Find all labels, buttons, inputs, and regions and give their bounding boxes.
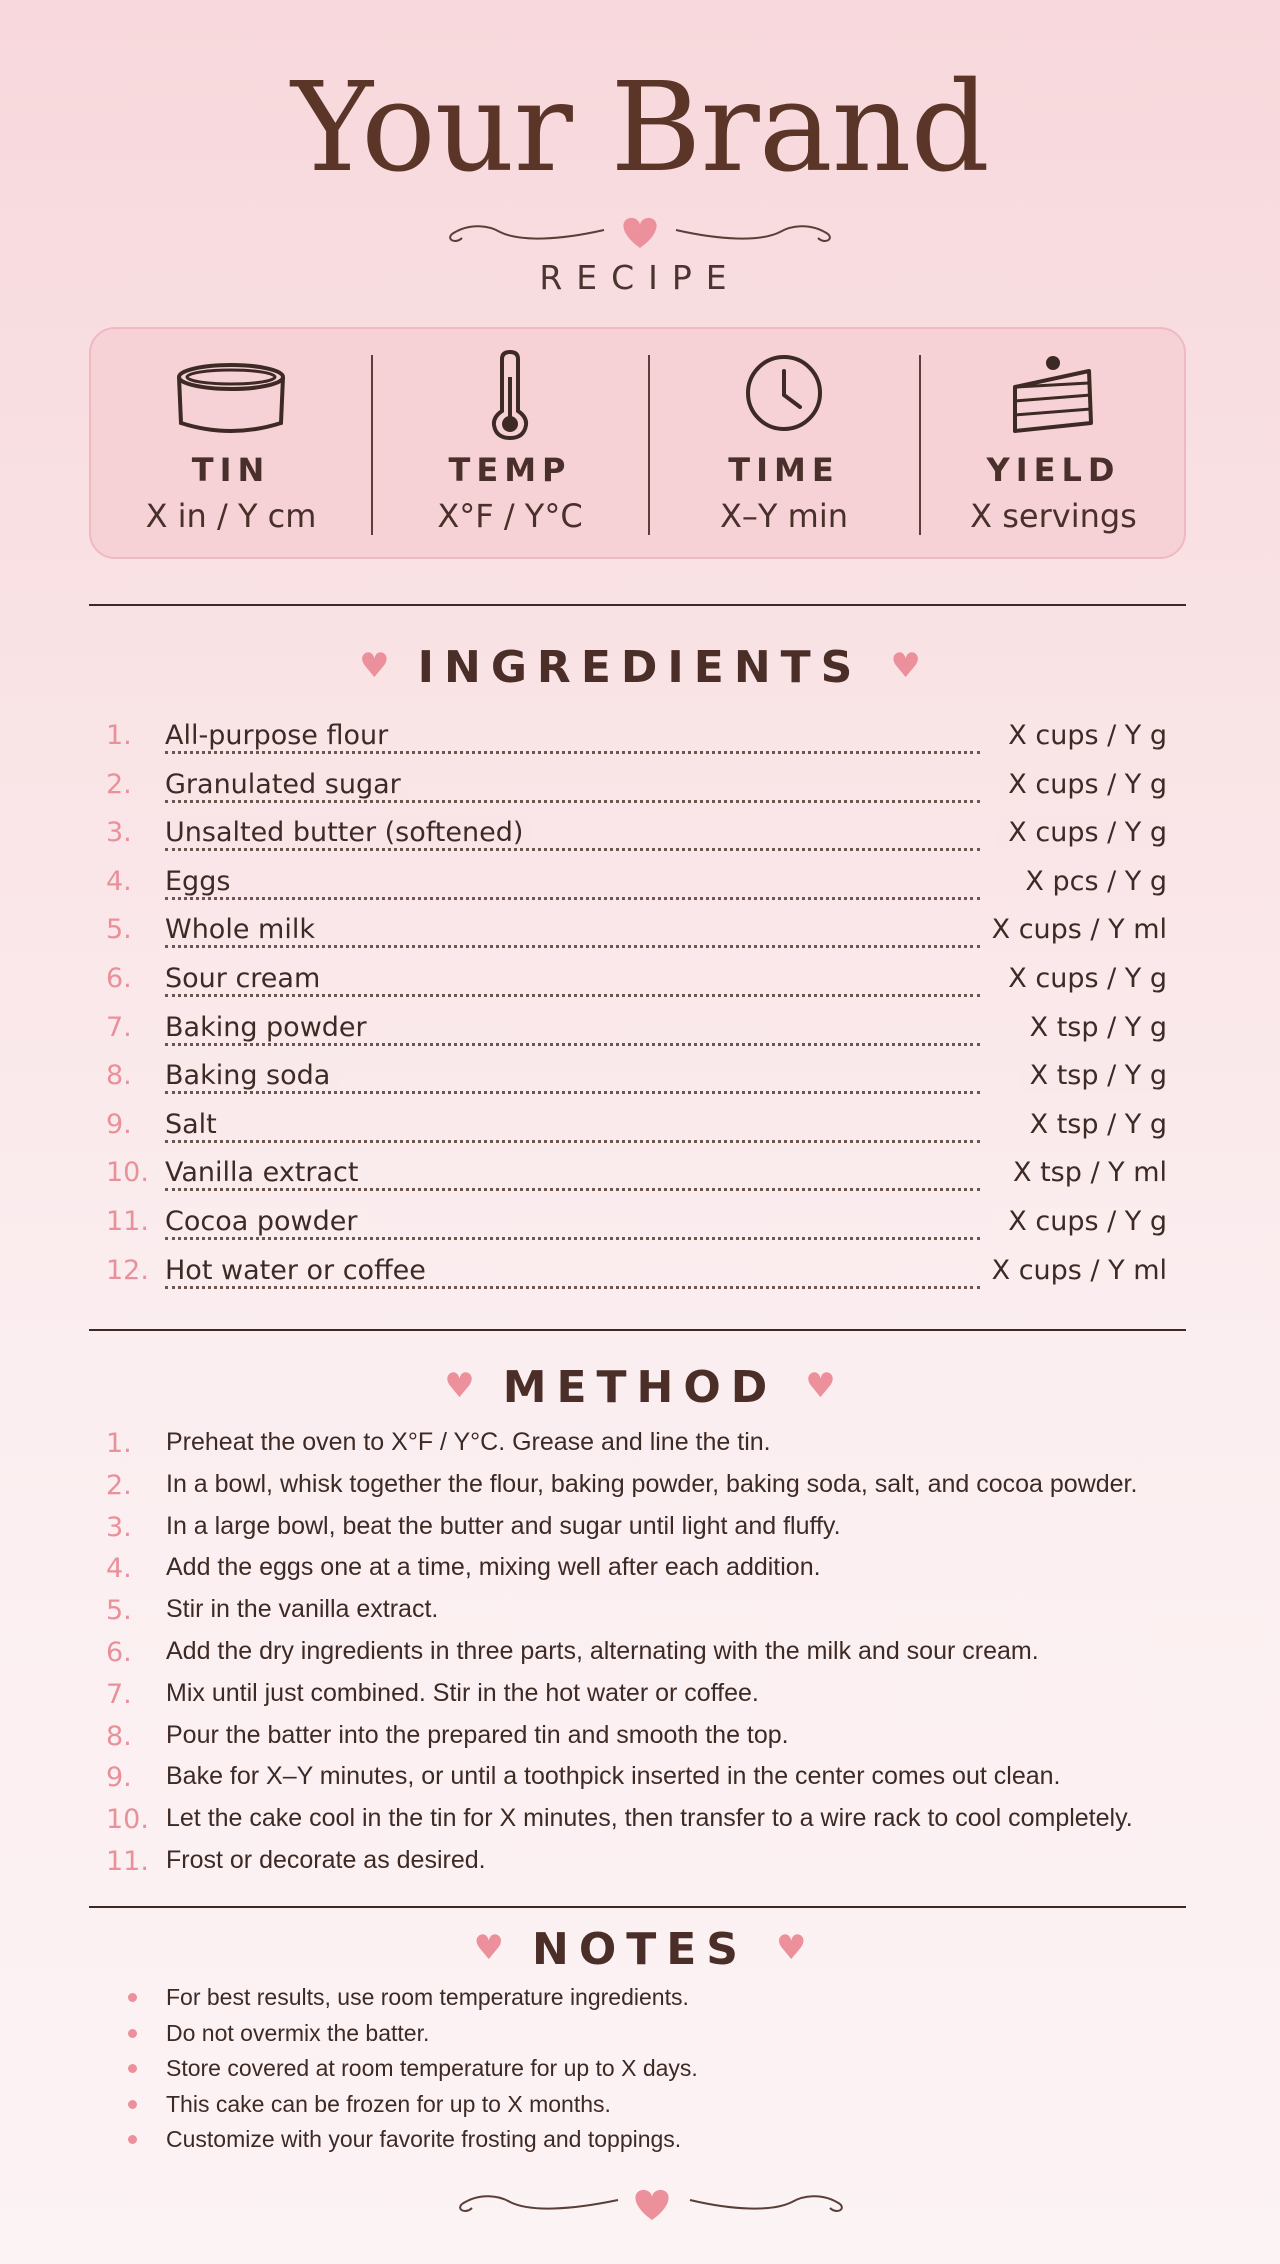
ingredient-name-wrap	[160, 1109, 225, 1140]
ingredients-heading-text: INGREDIENTS	[417, 642, 863, 693]
method-step	[0, 1846, 1280, 1886]
info-yield-value: X servings	[970, 497, 1137, 535]
info-tin	[91, 329, 371, 557]
ingredient-name: Hot water or coffee	[165, 1254, 426, 1286]
ingredient-row	[0, 1012, 1280, 1052]
step-text: In a large bowl, beat the butter and sugar until light and fluffy.	[166, 1511, 841, 1540]
note-text: Customize with your favorite frosting and toppings.	[166, 2126, 682, 2152]
heart-icon	[623, 218, 656, 248]
heart-icon: ♥	[776, 1928, 807, 1968]
ingredient-name: Sour cream	[165, 963, 321, 994]
method-step	[0, 1721, 1280, 1761]
step-number: 2.	[106, 1469, 132, 1501]
method-step	[0, 1804, 1280, 1844]
method-step	[0, 1553, 1280, 1593]
info-yield	[919, 329, 1188, 557]
step-text: In a bowl, whisk together the flour, baking powder, baking soda, salt, and cocoa powder.	[166, 1469, 1138, 1498]
method-step	[0, 1512, 1280, 1552]
step-number: 9.	[106, 1762, 132, 1794]
ingredient-quantity: X cups / Y ml	[982, 914, 1167, 945]
ingredient-number: 2.	[106, 768, 132, 800]
step-number: 8.	[106, 1720, 132, 1752]
info-time-value: X–Y min	[720, 497, 848, 535]
ingredient-quantity: X cups / Y g	[998, 963, 1167, 994]
ingredient-number: 3.	[106, 817, 132, 849]
ingredient-row	[0, 1255, 1280, 1295]
info-time	[649, 329, 919, 557]
ingredient-number: 5.	[106, 914, 132, 946]
ingredient-row	[0, 914, 1280, 954]
ingredient-row	[0, 1157, 1280, 1197]
ingredient-row	[0, 720, 1280, 760]
ingredient-name: Cocoa powder	[165, 1206, 358, 1237]
ingredient-name-wrap	[160, 817, 531, 848]
ingredient-row	[0, 817, 1280, 857]
heart-icon: ♥	[359, 646, 390, 686]
ingredient-row	[0, 1206, 1280, 1246]
heart-icon: ♥	[805, 1366, 836, 1406]
step-text: Stir in the vanilla extract.	[166, 1595, 439, 1624]
bullet-dot	[128, 2029, 137, 2038]
ingredient-quantity: X cups / Y ml	[982, 1255, 1167, 1286]
dotted-leader	[165, 876, 980, 900]
ingredient-name-wrap	[160, 866, 238, 897]
step-text: Pour the batter into the prepared tin and smooth the top.	[166, 1720, 789, 1749]
info-yield-label: YIELD	[986, 451, 1121, 489]
ingredient-quantity: X cups / Y g	[998, 817, 1167, 848]
ingredient-name: Eggs	[165, 865, 231, 897]
bullet-dot	[128, 1993, 137, 2002]
note-item	[0, 2020, 1280, 2054]
step-text: Add the eggs one at a time, mixing well after each addition.	[166, 1553, 821, 1582]
ingredient-name-wrap	[160, 1060, 338, 1091]
heart-icon: ♥	[444, 1366, 475, 1406]
step-number: 10.	[106, 1804, 149, 1836]
ingredient-number: 9.	[106, 1108, 132, 1140]
note-text: Store covered at room temperature for up to X days.	[166, 2055, 698, 2081]
ingredient-name-wrap	[160, 1012, 375, 1043]
ingredient-quantity: X tsp / Y g	[1020, 1060, 1167, 1091]
step-number: 7.	[106, 1678, 132, 1710]
ingredient-name-wrap	[160, 720, 396, 751]
bottom-flourish-ornament	[0, 2182, 1280, 2222]
thermometer-icon	[490, 349, 530, 441]
ingredient-quantity: X tsp / Y g	[1020, 1012, 1167, 1043]
heart-icon: ♥	[473, 1928, 504, 1968]
method-step	[0, 1679, 1280, 1719]
ingredient-name: Baking soda	[165, 1060, 331, 1092]
info-temp	[371, 329, 649, 557]
ingredient-name-wrap	[160, 1255, 434, 1286]
step-number: 4.	[106, 1553, 132, 1585]
ingredient-quantity: X pcs / Y g	[1015, 866, 1167, 897]
ingredient-name: Unsalted butter (softened)	[165, 817, 524, 849]
ingredient-number: 12.	[106, 1254, 149, 1286]
bullet-dot	[128, 2064, 137, 2073]
ingredient-row	[0, 769, 1280, 809]
ingredient-name-wrap	[160, 769, 409, 800]
note-item	[0, 2055, 1280, 2089]
ingredient-number: 6.	[106, 963, 132, 994]
ingredient-number: 1.	[106, 720, 132, 751]
ingredient-number: 11.	[106, 1206, 149, 1237]
step-text: Preheat the oven to X°F / Y°C. Grease and line the tin.	[166, 1428, 771, 1456]
ingredient-number: 10.	[106, 1157, 149, 1189]
note-text: This cake can be frozen for up to X months.	[166, 2090, 611, 2117]
step-number: 3.	[106, 1511, 132, 1543]
heart-icon: ♥	[890, 646, 921, 686]
heart-icon	[635, 2190, 668, 2220]
note-text: Do not overmix the batter.	[166, 2019, 430, 2046]
ingredient-name: Granulated sugar	[165, 768, 401, 800]
info-tin-value: X in / Y cm	[145, 497, 317, 535]
note-item	[0, 2091, 1280, 2125]
ingredients-heading	[0, 642, 1280, 693]
ingredient-name-wrap	[160, 1206, 365, 1237]
recipe-subtitle: RECIPE	[539, 258, 741, 297]
ingredient-name-wrap	[160, 914, 323, 945]
bullet-dot	[128, 2100, 137, 2109]
ingredient-number: 7.	[106, 1011, 132, 1043]
ingredient-name: Vanilla extract	[165, 1157, 359, 1189]
info-time-label: TIME	[728, 451, 840, 489]
method-step	[0, 1637, 1280, 1677]
ingredient-quantity: X cups / Y g	[998, 769, 1167, 800]
ingredient-quantity: X tsp / Y g	[1020, 1109, 1167, 1140]
step-number: 6.	[106, 1637, 132, 1668]
recipe-info-box	[89, 327, 1186, 559]
step-text: Frost or decorate as desired.	[166, 1846, 486, 1874]
ingredient-name: Salt	[165, 1108, 217, 1140]
info-temp-label: TEMP	[448, 451, 572, 489]
step-number: 5.	[106, 1595, 132, 1627]
ingredient-row	[0, 1109, 1280, 1149]
method-step	[0, 1762, 1280, 1802]
ingredient-quantity: X cups / Y g	[998, 720, 1167, 751]
method-heading-text: METHOD	[502, 1362, 778, 1413]
ingredient-name-wrap	[160, 1157, 366, 1188]
note-text: For best results, use room temperature ingredients.	[166, 1984, 689, 2010]
ingredient-name: Whole milk	[165, 914, 315, 946]
ingredient-number: 8.	[106, 1060, 132, 1092]
step-text: Add the dry ingredients in three parts, alternating with the milk and sour cream.	[166, 1637, 1039, 1665]
step-text: Bake for X–Y minutes, or until a toothpick inserted in the center comes out clean.	[166, 1762, 1061, 1791]
ingredient-quantity: X cups / Y g	[998, 1206, 1167, 1237]
notes-heading	[0, 1924, 1280, 1975]
top-flourish-ornament	[0, 212, 1280, 252]
note-item	[0, 2126, 1280, 2160]
cake-tin-icon	[173, 359, 289, 439]
dotted-leader	[165, 1119, 980, 1143]
step-text: Mix until just combined. Stir in the hot water or coffee.	[166, 1678, 759, 1707]
ingredient-row	[0, 963, 1280, 1003]
notes-heading-text: NOTES	[532, 1924, 748, 1975]
bullet-dot	[128, 2135, 137, 2144]
ingredient-name: Baking powder	[165, 1011, 367, 1043]
method-step	[0, 1428, 1280, 1468]
info-temp-value: X°F / Y°C	[437, 497, 583, 535]
brand-title: Your Brand	[291, 56, 989, 200]
method-step	[0, 1470, 1280, 1510]
step-number: 1.	[106, 1428, 132, 1459]
method-heading	[0, 1362, 1280, 1413]
ingredient-row	[0, 866, 1280, 906]
ingredient-name: All-purpose flour	[165, 720, 389, 751]
note-item	[0, 1984, 1280, 2018]
section-divider	[89, 604, 1186, 606]
ingredient-number: 4.	[106, 865, 132, 897]
ingredient-name-wrap	[160, 963, 328, 994]
section-divider	[89, 1329, 1186, 1331]
info-tin-label: TIN	[191, 451, 271, 489]
clock-icon	[744, 353, 824, 433]
ingredient-row	[0, 1060, 1280, 1100]
step-text: Let the cake cool in the tin for X minutes, then transfer to a wire rack to cool completely.	[166, 1804, 1133, 1833]
ingredient-quantity: X tsp / Y ml	[1003, 1157, 1167, 1188]
method-step	[0, 1595, 1280, 1635]
section-divider	[89, 1906, 1186, 1908]
step-number: 11.	[106, 1846, 149, 1877]
cake-slice-icon	[1011, 353, 1097, 435]
